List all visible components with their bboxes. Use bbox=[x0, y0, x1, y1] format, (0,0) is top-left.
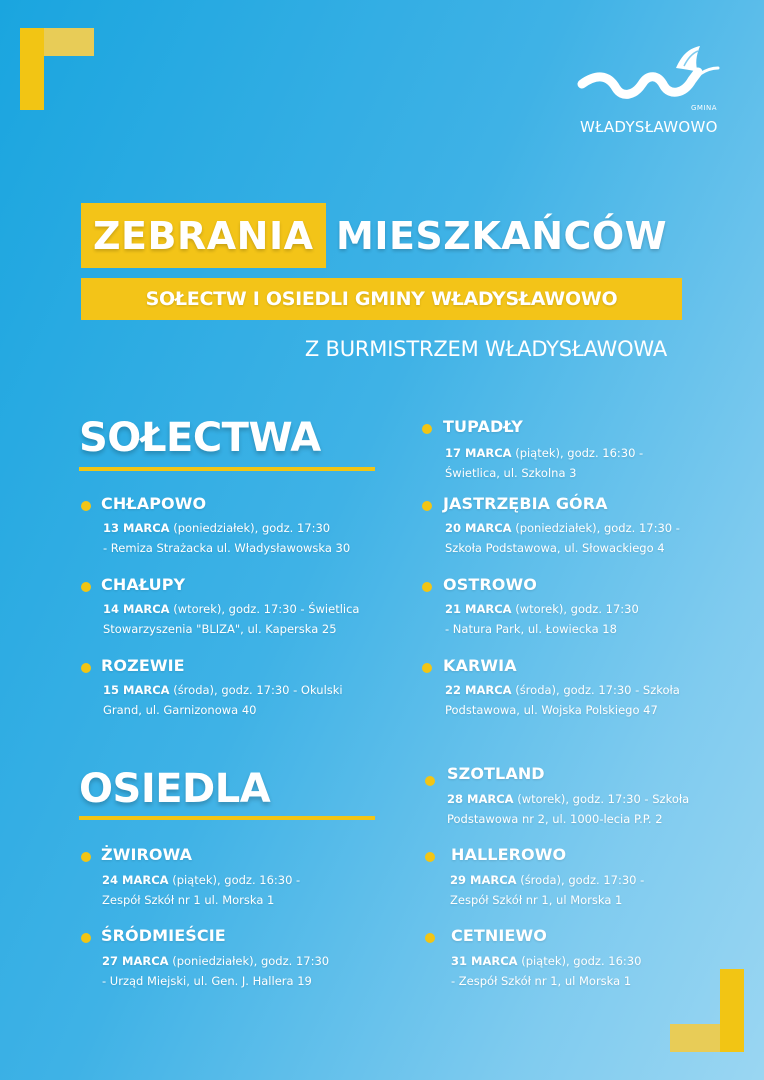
entry-name: SZOTLAND bbox=[447, 764, 545, 783]
entry-line-2: Szkoła Podstawowa, ul. Słowackiego 4 bbox=[445, 541, 665, 555]
entry-name: CETNIEWO bbox=[451, 926, 547, 945]
bullet-icon bbox=[422, 501, 432, 511]
entry-details bbox=[102, 870, 300, 910]
headline-subtitle: SOŁECTW I OSIEDLI GMINY WŁADYSŁAWOWO bbox=[145, 288, 618, 310]
entry-line-2: - Urząd Miejski, ul. Gen. J. Hallera 19 bbox=[102, 974, 312, 988]
headline-with-mayor: Z BURMISTRZEM WŁADYSŁAWOWA bbox=[304, 337, 667, 361]
bullet-icon bbox=[425, 933, 435, 943]
entry-line-1: (poniedziałek), godz. 17:30 bbox=[168, 954, 330, 968]
entry-line-1: (środa), godz. 17:30 - Okulski bbox=[169, 683, 343, 697]
entry-line-2: Zespół Szkół nr 1 ul. Morska 1 bbox=[102, 893, 275, 907]
entry-details bbox=[103, 680, 343, 720]
entry-name: CHŁAPOWO bbox=[101, 494, 207, 513]
entry-name: JASTRZĘBIA GÓRA bbox=[443, 494, 608, 513]
entry-name: ROZEWIE bbox=[101, 656, 185, 675]
entry-line-1: (wtorek), godz. 17:30 bbox=[511, 602, 639, 616]
entry-date: 17 MARCA bbox=[445, 446, 512, 460]
entry-line-2: Grand, ul. Garnizonowa 40 bbox=[103, 703, 257, 717]
gmina-logo bbox=[576, 44, 726, 144]
section-divider-osiedla bbox=[79, 816, 375, 820]
bullet-icon bbox=[422, 663, 432, 673]
entry-line-2: Świetlica, ul. Szkolna 3 bbox=[445, 466, 577, 480]
entry-line-2: Podstawowa nr 2, ul. 1000-lecia P.P. 2 bbox=[447, 812, 663, 826]
logo-gmina-label: GMINA bbox=[691, 104, 718, 112]
bullet-icon bbox=[425, 852, 435, 862]
bullet-icon bbox=[81, 852, 91, 862]
entry-line-1: (piątek), godz. 16:30 bbox=[517, 954, 642, 968]
entry-line-1: (poniedziałek), godz. 17:30 - bbox=[511, 521, 680, 535]
entry-details bbox=[103, 518, 350, 558]
entry-date: 24 MARCA bbox=[102, 873, 169, 887]
entry-date: 29 MARCA bbox=[450, 873, 517, 887]
corner-decoration-top-left bbox=[20, 28, 44, 110]
bullet-icon bbox=[81, 501, 91, 511]
entry-details bbox=[102, 951, 329, 991]
bullet-icon bbox=[81, 933, 91, 943]
corner-decoration-bottom-right bbox=[720, 969, 744, 1052]
entry-details bbox=[445, 680, 680, 720]
entry-date: 22 MARCA bbox=[445, 683, 512, 697]
entry-line-1: (środa), godz. 17:30 - bbox=[516, 873, 645, 887]
entry-details bbox=[451, 951, 641, 991]
entry-line-2: Podstawowa, ul. Wojska Polskiego 47 bbox=[445, 703, 658, 717]
entry-line-1: (piątek), godz. 16:30 - bbox=[511, 446, 644, 460]
entry-name: KARWIA bbox=[443, 656, 517, 675]
entry-date: 21 MARCA bbox=[445, 602, 512, 616]
bullet-icon bbox=[81, 582, 91, 592]
logo-name: WŁADYSŁAWOWO bbox=[580, 118, 718, 136]
entry-date: 20 MARCA bbox=[445, 521, 512, 535]
bullet-icon bbox=[422, 582, 432, 592]
entry-name: OSTROWO bbox=[443, 575, 537, 594]
bullet-icon bbox=[425, 776, 435, 786]
entry-date: 28 MARCA bbox=[447, 792, 514, 806]
section-title-osiedla: OSIEDLA bbox=[79, 766, 271, 812]
entry-details bbox=[445, 599, 639, 639]
entry-line-2: - Remiza Strażacka ul. Władysławowska 30 bbox=[103, 541, 351, 555]
entry-name: ŻWIROWA bbox=[101, 845, 193, 864]
entry-line-1: (wtorek), godz. 17:30 - Świetlica bbox=[169, 602, 360, 616]
entry-line-1: (środa), godz. 17:30 - Szkoła bbox=[511, 683, 680, 697]
bullet-icon bbox=[422, 424, 432, 434]
entry-name: ŚRÓDMIEŚCIE bbox=[101, 926, 226, 945]
headline-word-1: ZEBRANIA bbox=[93, 214, 314, 258]
entry-date: 15 MARCA bbox=[103, 683, 170, 697]
section-divider-solectwa bbox=[79, 467, 375, 471]
section-title-solectwa: SOŁECTWA bbox=[79, 415, 321, 461]
entry-line-1: (piątek), godz. 16:30 - bbox=[168, 873, 301, 887]
wave-sail-logo-icon bbox=[576, 44, 726, 104]
corner-decoration-top-left-bar bbox=[44, 28, 94, 56]
entry-date: 27 MARCA bbox=[102, 954, 169, 968]
entry-name: TUPADŁY bbox=[443, 417, 523, 436]
bullet-icon bbox=[81, 663, 91, 673]
entry-line-1: (wtorek), godz. 17:30 - Szkoła bbox=[513, 792, 690, 806]
headline-word-2: MIESZKAŃCÓW bbox=[336, 214, 668, 258]
entry-date: 13 MARCA bbox=[103, 521, 170, 535]
entry-date: 31 MARCA bbox=[451, 954, 518, 968]
entry-date: 14 MARCA bbox=[103, 602, 170, 616]
entry-details bbox=[103, 599, 359, 639]
entry-details bbox=[445, 518, 680, 558]
entry-line-2: - Zespół Szkół nr 1, ul Morska 1 bbox=[451, 974, 632, 988]
entry-details bbox=[447, 789, 689, 829]
entry-details bbox=[450, 870, 644, 910]
entry-line-2: Zespół Szkół nr 1, ul Morska 1 bbox=[450, 893, 623, 907]
entry-line-1: (poniedziałek), godz. 17:30 bbox=[169, 521, 331, 535]
entry-name: CHAŁUPY bbox=[101, 575, 186, 594]
entry-details bbox=[445, 443, 643, 483]
entry-name: HALLEROWO bbox=[451, 845, 567, 864]
entry-line-2: - Natura Park, ul. Łowiecka 18 bbox=[445, 622, 617, 636]
corner-decoration-bottom-right-bar bbox=[670, 1024, 720, 1052]
entry-line-2: Stowarzyszenia "BLIZA", ul. Kaperska 25 bbox=[103, 622, 337, 636]
